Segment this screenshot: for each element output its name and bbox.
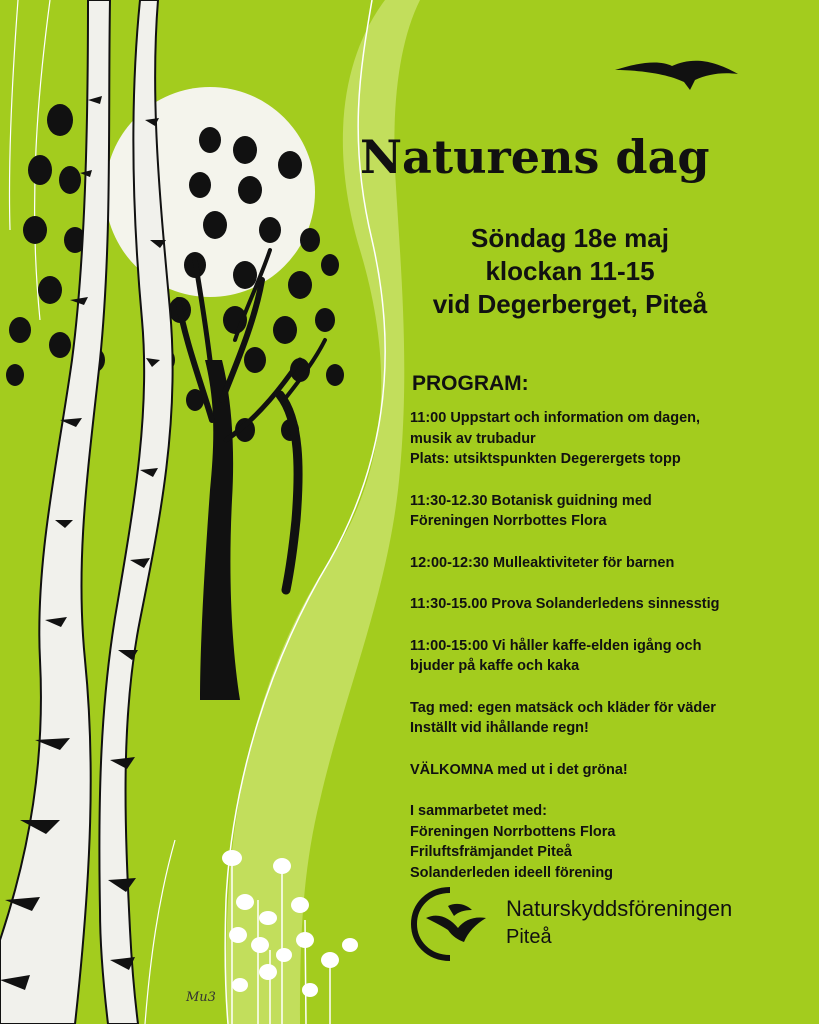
program-item (410, 698, 810, 739)
event-location: vid Degerberget, Piteå (432, 289, 708, 319)
event-details (380, 222, 760, 321)
program-item (410, 801, 810, 883)
organization-logo (408, 884, 788, 964)
program-line: Plats: utsiktspunkten Degerergets topp (410, 451, 681, 467)
program-line: Inställt vid ihållande regn! (410, 720, 589, 736)
program-line: bjuder på kaffe och kaka (410, 658, 580, 674)
event-date: Söndag 18e maj (471, 223, 669, 253)
program-line: Friluftsfrämjandet Piteå (410, 844, 572, 860)
program-line: Tag med: egen matsäck och kläder för väder (410, 699, 716, 716)
program-item (410, 760, 810, 781)
bird-silhouette (615, 61, 738, 90)
program-item (410, 636, 810, 677)
program-line: 11:00 Uppstart och information om dagen, (410, 410, 701, 426)
organization-name: Naturskyddsföreningen (506, 896, 733, 921)
program-line: Föreningen Norrbottes Flora (410, 513, 607, 529)
program-line: 12:00-12:30 Mulleaktiviteter för barnen (410, 554, 675, 571)
white-curve-line (145, 840, 175, 1024)
program-list (410, 408, 810, 904)
program-line: 11:30-12.30 Botanisk guidning med (410, 492, 652, 509)
program-line: musik av trubadur (410, 430, 536, 447)
poster-title: Naturens dag (360, 130, 710, 184)
program-line: 11:00-15:00 Vi håller kaffe-elden igång och (410, 637, 702, 654)
white-curve-line (9, 0, 18, 230)
artist-signature: Mu3 (186, 990, 216, 1005)
program-heading: PROGRAM: (412, 372, 529, 395)
program-item (410, 553, 810, 574)
program-item (410, 594, 810, 615)
program-line: Solanderleden ideell förening (410, 864, 614, 881)
program-item (410, 491, 810, 532)
birch-trunks (0, 0, 173, 1024)
program-line: VÄLKOMNA med ut i det gröna! (410, 761, 628, 778)
program-line: 11:30-15.00 Prova Solanderledens sinnesstig (410, 596, 720, 612)
organization-branch: Piteå (506, 926, 552, 948)
event-time: klockan 11-15 (485, 256, 655, 286)
program-line: Föreningen Norrbottens Flora (410, 823, 616, 840)
program-line: I sammarbetet med: (410, 803, 547, 819)
program-item (410, 408, 810, 470)
swallow-logo-icon (408, 884, 492, 964)
